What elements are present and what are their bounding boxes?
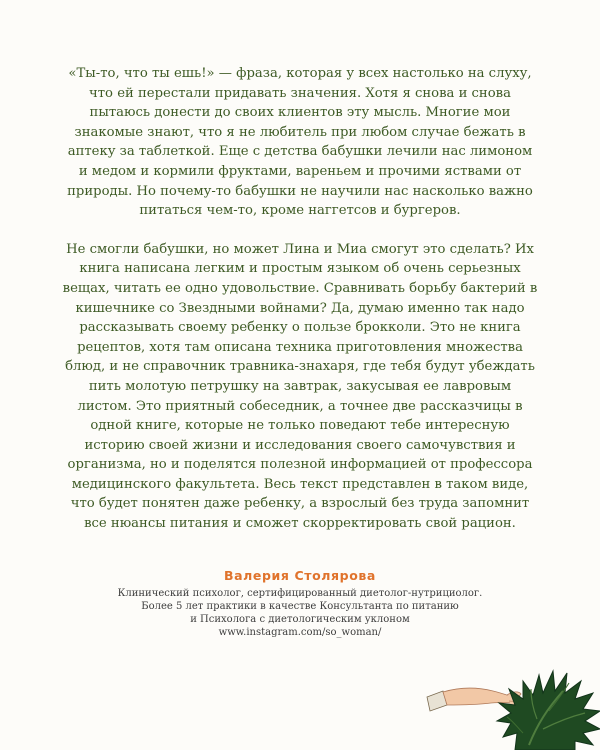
author-specialty: и Психолога с диетологическим уклоном [190, 614, 410, 625]
preface-text [62, 64, 538, 534]
paragraph-2: Не смогли бабушки, но может Лина и Миа смогут это сделать? Их книга написана легким и простым языком об очень серьезных вещах, читать ее одно удовольствие. Сравнивать борьбу бактерий в кишечнике со Звездными войнами? Да, думаю именно так надо рассказывать своему ребенку о пользе брокколи. Это не книга рецептов, хотя там описана техника приготовления множества блюд, и не справочник травника-знахаря, где тебя будут убеждать пить молотую петрушку на завтрак, закусывая ее лавровым листом. Это приятный собеседник, а точнее две рассказчицы в одной книге, которые не только поведают тебе интересную историю своей жизни и исследования своего самочувствия и организма, но и поделятся полезной информацией от профессора медицинского факультета. Весь текст представлен в таком виде, что будет понятен даже ребенку, а взрослый без труда запомнит все нюансы питания и сможет скорректировать свой рацион. [62, 241, 538, 532]
author-instagram-link[interactable]: www.instagram.com/so_woman/ [218, 627, 382, 638]
leaf-with-hand-illustration [425, 625, 600, 750]
author-name: Валерия Столярова [224, 568, 376, 583]
author-experience: Более 5 лет практики в качестве Консультанта по питанию [141, 601, 459, 612]
author-credentials: Клинический психолог, сертифицированный диетолог-нутрициолог. [117, 588, 483, 599]
paragraph-1: «Ты-то, что ты ешь!» — фраза, которая у всех настолько на слуху, что ей перестали придавать значения. Хотя я снова и снова пытаюсь донести до своих клиентов эту мысль. Многие мои знакомые знают, что я не любитель при любом случае бежать в аптеку за таблеткой. Еще с детства бабушки лечили нас лимоном и медом и кормили фруктами, вареньем и прочими яствами от природы. Но почему-то бабушки не научили нас насколько важно питаться чем-то, кроме наггетсов и бургеров. [67, 66, 533, 219]
hand-icon [443, 688, 515, 705]
